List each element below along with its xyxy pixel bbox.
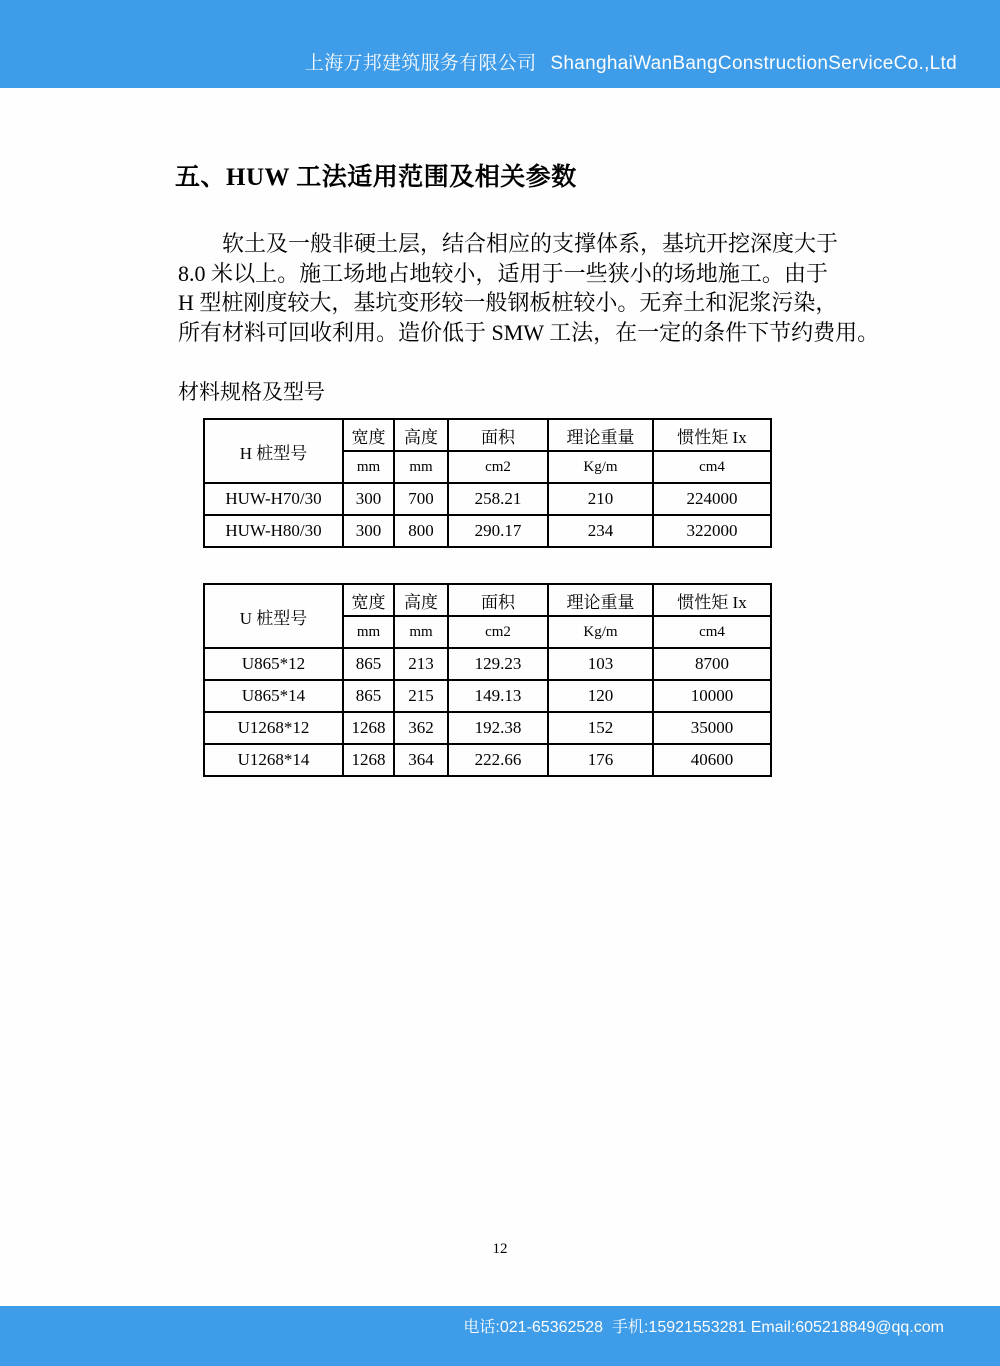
value-cell: 322000 [653,515,771,547]
body-paragraph [178,229,880,347]
column-header: 宽度 [343,584,394,616]
value-cell: 362 [394,712,448,744]
value-cell: 213 [394,648,448,680]
column-header: 面积 [448,419,548,451]
value-cell: 300 [343,483,394,515]
value-cell: 300 [343,515,394,547]
value-cell: 149.13 [448,680,548,712]
table-row [204,680,771,712]
paragraph-line: 软土及一般非硬土层，结合相应的支撑体系，基坑开挖深度大于 [222,231,839,256]
paragraph-line: 所有材料可回收利用。造价低于 SMW 工法，在一定的条件下节约费用。 [178,319,880,345]
value-cell: 224000 [653,483,771,515]
column-header: 宽度 [343,419,394,451]
value-cell: 210 [548,483,653,515]
value-cell: 290.17 [448,515,548,547]
value-cell: 865 [343,648,394,680]
unit-header: mm [343,451,394,483]
pile-model-cell: HUW-H80/30 [204,515,343,547]
unit-header: Kg/m [548,451,653,483]
value-cell: 40600 [653,744,771,776]
pile-model-cell: HUW-H70/30 [204,483,343,515]
value-cell: 215 [394,680,448,712]
value-cell: 800 [394,515,448,547]
table-row [204,648,771,680]
page-header [0,0,1000,88]
pile-type-header: H 桩型号 [204,419,343,483]
column-header: 惯性矩 Ix [653,419,771,451]
column-header: 理论重量 [548,584,653,616]
unit-header: mm [394,616,448,648]
table-row [204,712,771,744]
column-header: 惯性矩 Ix [653,584,771,616]
value-cell: 10000 [653,680,771,712]
section-title: 五、HUW 工法适用范围及相关参数 [175,164,577,191]
footer-contact-info: 电话:021-65362528 手机:15921553281 Email:605218849@qq.com [463,1319,944,1336]
unit-header: mm [394,451,448,483]
value-cell: 865 [343,680,394,712]
value-cell: 700 [394,483,448,515]
page-footer [0,1306,1000,1366]
table-row [204,744,771,776]
table-row [204,515,771,547]
value-cell: 103 [548,648,653,680]
h-pile-spec-table [203,418,772,548]
value-cell: 35000 [653,712,771,744]
value-cell: 364 [394,744,448,776]
pile-model-cell: U1268*14 [204,744,343,776]
column-header: 高度 [394,584,448,616]
pile-model-cell: U865*14 [204,680,343,712]
unit-header: cm2 [448,451,548,483]
value-cell: 8700 [653,648,771,680]
value-cell: 234 [548,515,653,547]
paragraph-line: H 型桩刚度较大，基坑变形较一般钢板桩较小。无弃土和泥浆污染， [178,290,838,315]
column-header: 高度 [394,419,448,451]
value-cell: 1268 [343,712,394,744]
column-header: 面积 [448,584,548,616]
table-row [204,483,771,515]
value-cell: 258.21 [448,483,548,515]
value-cell: 192.38 [448,712,548,744]
unit-header: cm4 [653,451,771,483]
value-cell: 1268 [343,744,394,776]
unit-header: cm4 [653,616,771,648]
unit-header: Kg/m [548,616,653,648]
column-header: 理论重量 [548,419,653,451]
company-name-en: ShanghaiWanBangConstructionServiceCo.,Ltd [550,53,957,74]
value-cell: 120 [548,680,653,712]
pile-type-header: U 桩型号 [204,584,343,648]
value-cell: 222.66 [448,744,548,776]
pile-model-cell: U1268*12 [204,712,343,744]
page-number: 12 [492,1241,508,1257]
value-cell: 129.23 [448,648,548,680]
value-cell: 152 [548,712,653,744]
materials-spec-label: 材料规格及型号 [178,380,325,404]
u-pile-spec-table [203,583,772,777]
unit-header: mm [343,616,394,648]
company-name-cn: 上海万邦建筑服务有限公司 [304,53,537,74]
paragraph-line: 8.0 米以上。施工场地占地较小，适用于一些狭小的场地施工。由于 [178,260,828,286]
unit-header: cm2 [448,616,548,648]
value-cell: 176 [548,744,653,776]
pile-model-cell: U865*12 [204,648,343,680]
